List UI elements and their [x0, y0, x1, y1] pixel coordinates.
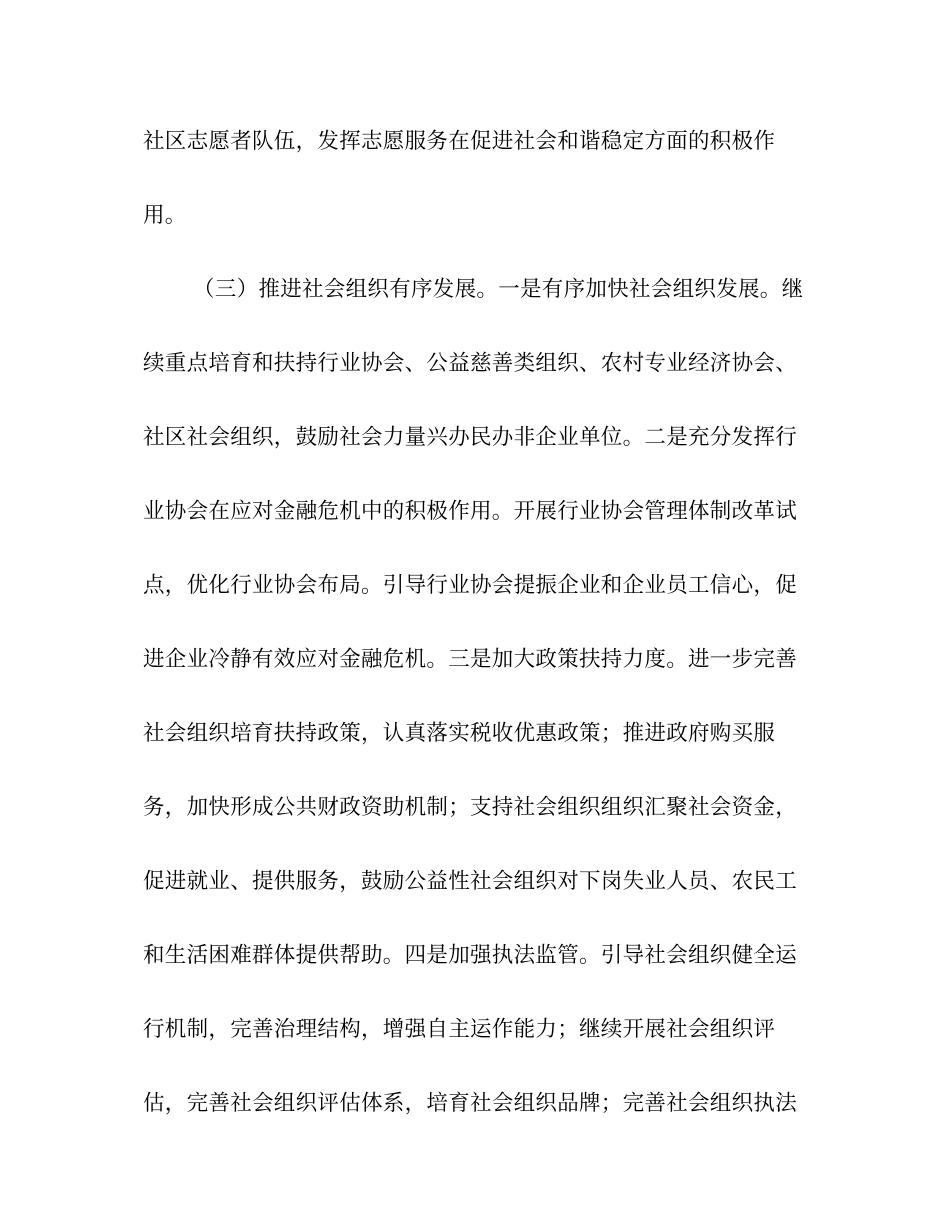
paragraph-line: 点，优化行业协会布局。引导行业协会提振企业和企业员工信心，促 [143, 573, 798, 598]
paragraph-line: 社区志愿者队伍，发挥志愿服务在促进社会和谐稳定方面的积极作 [143, 129, 776, 154]
paragraph-line: 行机制，完善治理结构，增强自主运作能力；继续开展社会组织评 [143, 1017, 776, 1042]
paragraph-line: 估，完善社会组织评估体系，培育社会组织品牌；完善社会组织执法 [143, 1091, 798, 1116]
paragraph-line: 务，加快形成公共财政资助机制；支持社会组织组织汇聚社会资金， [143, 795, 798, 820]
paragraph-line: 和生活困难群体提供帮助。四是加强执法监管。引导社会组织健全运 [143, 943, 798, 968]
section-heading-line: （三）推进社会组织有序发展。一是有序加快社会组织发展。继 [193, 277, 804, 302]
paragraph-line: 业协会在应对金融危机中的积极作用。开展行业协会管理体制改革试 [143, 499, 798, 524]
paragraph-line: 社区社会组织，鼓励社会力量兴办民办非企业单位。二是充分发挥行 [143, 425, 798, 450]
paragraph-line: 续重点培育和扶持行业协会、公益慈善类组织、农村专业经济协会、 [143, 351, 798, 376]
paragraph-line: 进企业冷静有效应对金融危机。三是加大政策扶持力度。进一步完善 [143, 647, 798, 672]
paragraph-line: 社会组织培育扶持政策，认真落实税收优惠政策；推进政府购买服 [143, 721, 776, 746]
paragraph-line: 用。 [143, 203, 187, 228]
paragraph-line: 促进就业、提供服务，鼓励公益性社会组织对下岗失业人员、农民工 [143, 869, 798, 894]
